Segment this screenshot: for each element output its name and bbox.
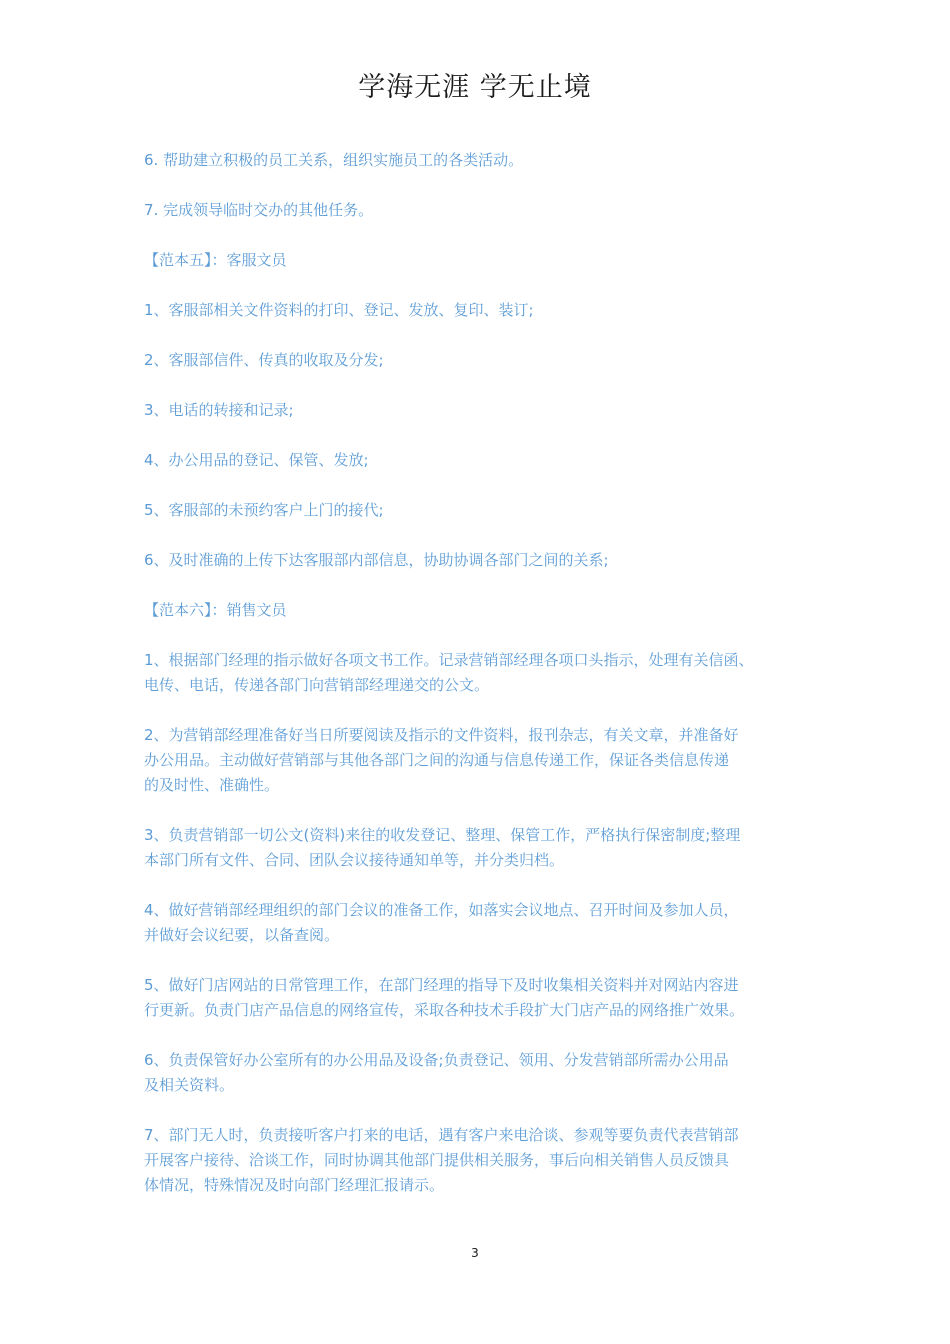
paragraph: 7. 完成领导临时交办的其他任务。 [144,201,374,219]
section-heading: 【范本六】：销售文员 [144,601,287,619]
paragraph: 4、办公用品的登记、保管、发放; [144,451,369,469]
paragraph: 6、及时准确的上传下达客服部内部信息，协助协调各部门之间的关系; [144,551,609,569]
paragraph: 2、为营销部经理准备好当日所要阅读及指示的文件资料，报刊杂志，有关文章，并准备好 办公用品。主动做好营销部与其他各部门之间的沟通与信息传递工作，保证各类信息传递 的及时性、准确性。 [144,726,739,794]
page-header-title: 学海无涯 学无止境 [358,72,592,103]
paragraph: 1、客服部相关文件资料的打印、登记、发放、复印、装订; [144,301,534,319]
document-body [144,148,824,1223]
paragraph: 7、部门无人时，负责接听客户打来的电话，遇有客户来电洽谈、参观等要负责代表营销部 开展客户接待、洽谈工作，同时协调其他部门提供相关服务，事后向相关销售人员反馈具 体情况，特殊情况及时向部门经理汇报请示。 [144,1126,739,1194]
section-heading: 【范本五】：客服文员 [144,251,287,269]
paragraph: 5、客服部的未预约客户上门的接代; [144,501,384,519]
paragraph: 6、负责保管好办公室所有的办公用品及设备;负责登记、领用、分发营销部所需办公用品 及相关资料。 [144,1051,729,1094]
paragraph: 2、客服部信件、传真的收取及分发; [144,351,384,369]
page-number: 3 [471,1246,479,1260]
paragraph: 3、负责营销部一切公文(资料)来往的收发登记、整理、保管工作，严格执行保密制度;整理 本部门所有文件、合同、团队会议接待通知单等，并分类归档。 [144,826,741,869]
paragraph: 4、做好营销部经理组织的部门会议的准备工作，如落实会议地点、召开时间及参加人员， 并做好会议纪要，以备查阅。 [144,901,739,944]
paragraph: 6. 帮助建立积极的员工关系，组织实施员工的各类活动。 [144,151,524,169]
paragraph: 3、电话的转接和记录; [144,401,294,419]
paragraph: 1、根据部门经理的指示做好各项文书工作。记录营销部经理各项口头指示，处理有关信函、 电传、电话，传递各部门向营销部经理递交的公文。 [144,651,754,694]
paragraph: 5、做好门店网站的日常管理工作，在部门经理的指导下及时收集相关资料并对网站内容进 行更新。负责门店产品信息的网络宣传，采取各种技术手段扩大门店产品的网络推广效果。 [144,976,745,1019]
